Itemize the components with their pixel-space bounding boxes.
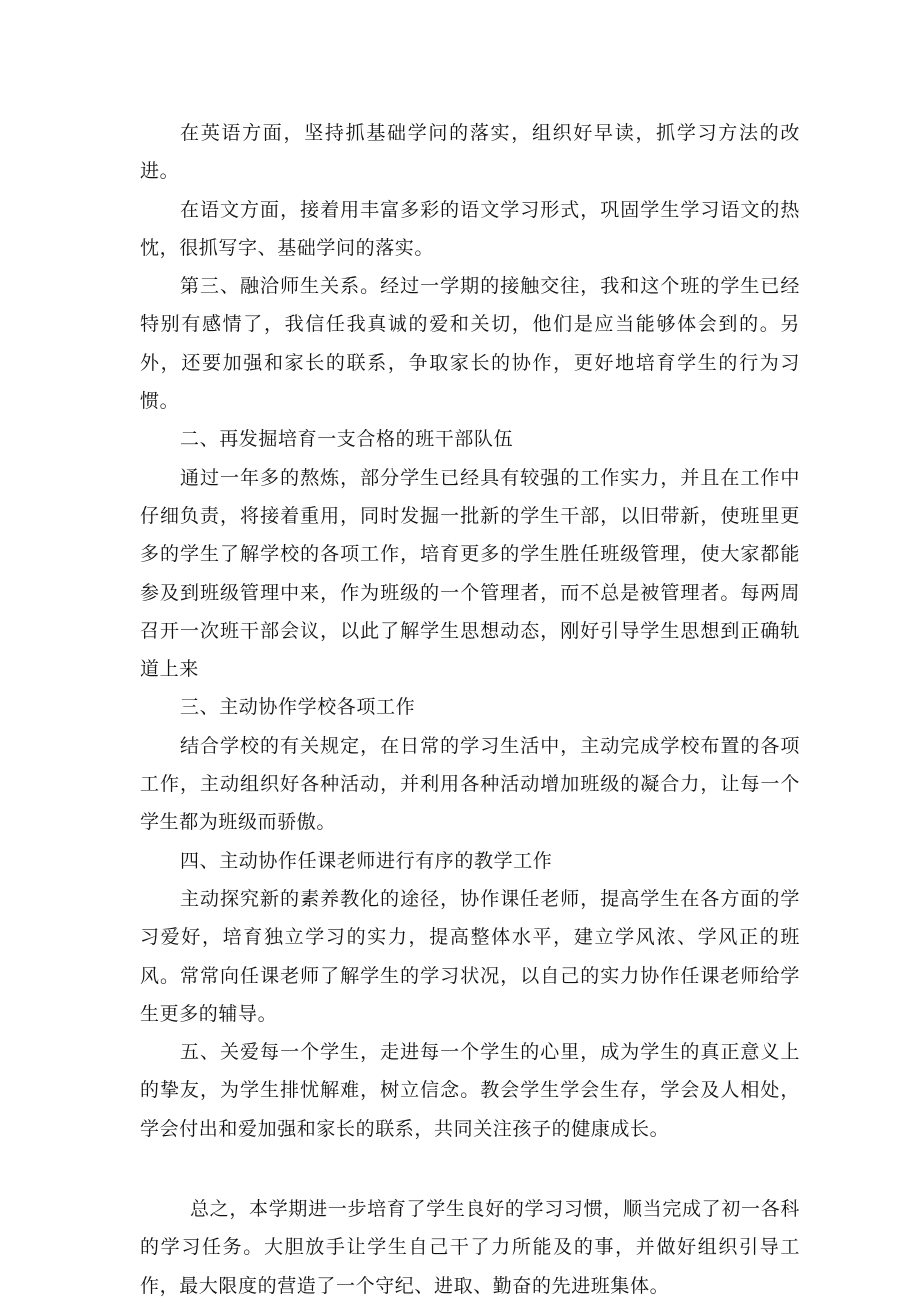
section-heading-class-cadres: 二、再发掘培育一支合格的班干部队伍: [180, 428, 514, 451]
paragraph-teaching-cooperation: 主动探究新的素养教化的途径，协作课任老师，提高学生在各方面的学习爱好，培育独立学习的实力，提高整体水平，建立学风浓、学风正的班风。常常向任课老师了解学生的学习状况，以自己的实力协作任课老师给学生更多的辅导。: [140, 887, 800, 1025]
paragraph-teacher-student-relations: 第三、融洽师生关系。经过一学期的接触交往，我和这个班的学生已经特别有感情了，我信任我真诚的爱和关切，他们是应当能够体会到的。另外，还要加强和家长的联系，争取家长的协作，更好地培育学生的行为习惯。: [140, 275, 800, 413]
document-body: [140, 114, 800, 1305]
section-heading-teaching-cooperation: 四、主动协作任课老师进行有序的教学工作: [180, 849, 553, 872]
paragraph-english: 在英语方面，坚持抓基础学问的落实，组织好早读，抓学习方法的改进。: [140, 122, 800, 183]
section-heading-school-work: 三、主动协作学校各项工作: [180, 696, 416, 719]
paragraph-school-work: 结合学校的有关规定，在日常的学习生活中，主动完成学校布置的各项工作，主动组织好各种活动，并利用各种活动增加班级的凝合力，让每一个学生都为班级而骄傲。: [140, 734, 800, 834]
paragraph-class-cadres: 通过一年多的熬炼，部分学生已经具有较强的工作实力，并且在工作中仔细负责，将接着重用，同时发掘一批新的学生干部，以旧带新，使班里更多的学生了解学校的各项工作，培育更多的学生胜任班级管理，使大家都能参及到班级管理中来，作为班级的一个管理者，而不总是被管理者。每两周召开一次班干部会议，以此了解学生思想动态，刚好引导学生思想到正确轨道上来: [140, 466, 800, 681]
paragraph-chinese-language: 在语文方面，接着用丰富多彩的语文学习形式，巩固学生学习语文的热忱，很抓写字、基础学问的落实。: [140, 198, 800, 259]
paragraph-caring-students: 五、关爱每一个学生，走进每一个学生的心里，成为学生的真正意义上的挚友，为学生排忧解难，树立信念。教会学生学会生存，学会及人相处，学会付出和爱加强和家长的联系，共同关注孩子的健康成长。: [140, 1041, 800, 1140]
paragraph-spacer: [140, 1148, 800, 1190]
paragraph-conclusion: 总之，本学期进一步培育了学生良好的学习习惯，顺当完成了初一各科的学习任务。大胆放手让学生自己干了力所能及的事，并做好组织引导工作，最大限度的营造了一个守纪、进取、勤奋的先进班集体。: [140, 1198, 800, 1297]
